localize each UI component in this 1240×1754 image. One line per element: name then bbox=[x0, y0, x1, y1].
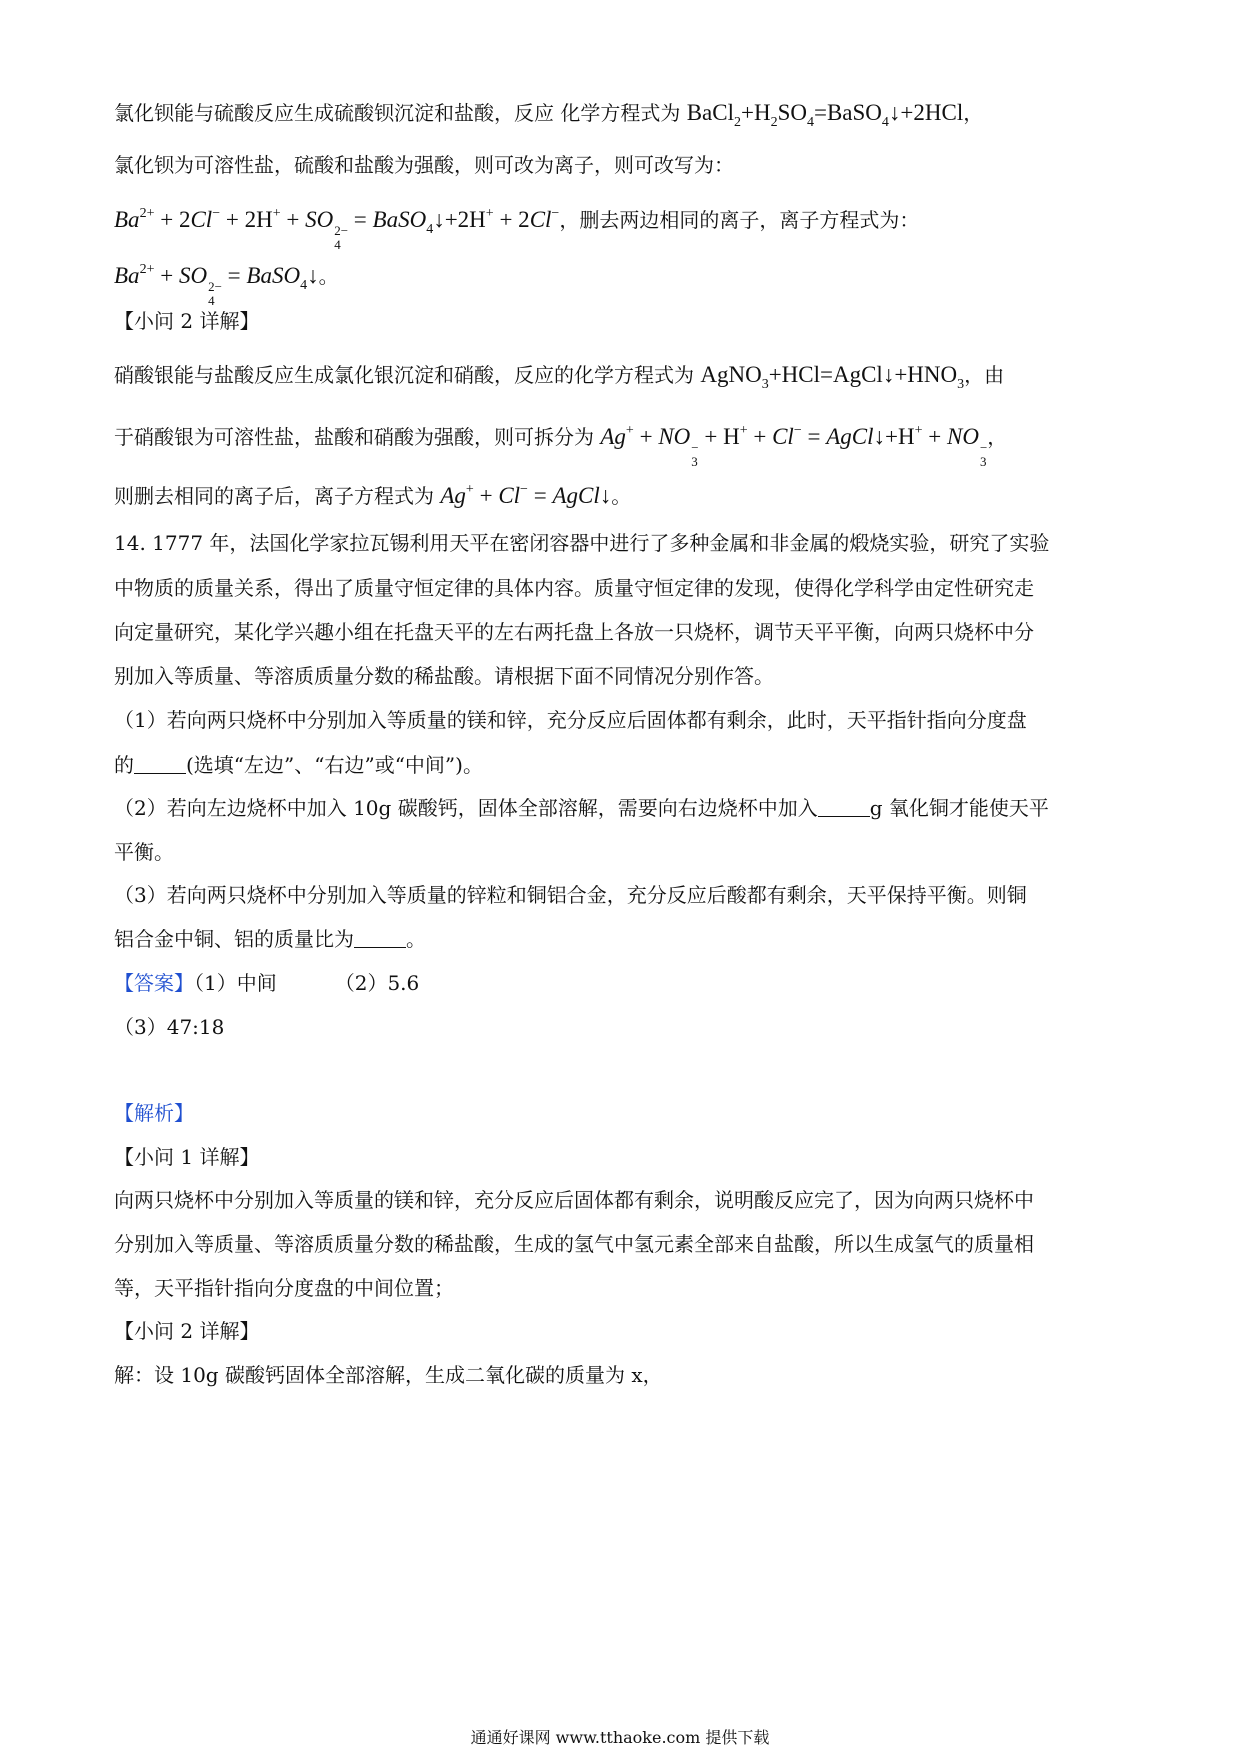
q14-part3-post: 。 bbox=[406, 927, 426, 951]
q14-part3-line-2 bbox=[114, 924, 1128, 954]
text-line-ionic-net bbox=[114, 255, 1128, 308]
text-ionic-net-tail: 。 bbox=[318, 264, 339, 288]
text-line-barium-ionize: 氯化钡为可溶性盐，硫酸和盐酸为强酸，则可改为离子，则可改写为： bbox=[114, 153, 734, 177]
answer-label: 【答案】 bbox=[114, 971, 194, 995]
equation-ionic-net: $Ba^{2+}$ + SO 2− 4 = BaSO$_4$↓ bbox=[114, 262, 319, 308]
text-silver-net-tail: 。 bbox=[611, 484, 632, 508]
text-line-silver-net bbox=[114, 475, 1128, 511]
answer-1: （1）中间 bbox=[194, 971, 277, 995]
q14-part1-line-1: （1）若向两只烧杯中分别加入等质量的镁和锌，充分反应后固体都有剩余，此时，天平指针指向分度盘 bbox=[114, 708, 1027, 732]
page-footer: 通通好课网 www.tthaoke.com 提供下载 bbox=[470, 1728, 770, 1747]
answer-2: （2）5.6 bbox=[334, 971, 420, 995]
answer-blank-2 bbox=[818, 796, 870, 817]
text-silver-ionize: 于硝酸银为可溶性盐，盐酸和硝酸为强酸，则可拆分为 bbox=[114, 425, 594, 449]
q14-part2-line-2: 平衡。 bbox=[114, 840, 174, 864]
text-line-barium-reaction: 氯化钡能与硫酸反应生成硫酸钡沉淀和盐酸，反应 化学方程式为 $BaCl_2+H_2SO_4=BaSO_4↓+2HCl$， bbox=[114, 100, 984, 130]
q14-part2-pre: （2）若向左边烧杯中加入 10g 碳酸钙，固体全部溶解，需要向右边烧杯中加入 bbox=[114, 796, 818, 820]
analysis-label: 【解析】 bbox=[114, 1101, 194, 1125]
text-silver-reaction: 硝酸银能与盐酸反应生成氯化银沉淀和硝酸，反应的化学方程式为 bbox=[114, 363, 694, 387]
equation-agno3-hcl: $AgNO_3+HCl=AgCl↓+HNO_3$ bbox=[700, 362, 965, 392]
q14-part2-post: g 氧化铜才能使天平 bbox=[869, 796, 1049, 820]
text-silver-reaction-tail: ，由 bbox=[964, 363, 1005, 387]
q14-part1-line-2 bbox=[114, 750, 1128, 780]
text-silver-net: 则删去相同的离子后，离子方程式为 bbox=[114, 484, 434, 508]
q14-part3-pre: 铝合金中铜、铝的质量比为 bbox=[114, 927, 354, 951]
equation-ionic-full: $Ba^{2+} + 2Cl^- + 2H^+$ + SO 2− 4 = BaSO$_4$↓+2H+ + 2Cl− bbox=[114, 206, 560, 252]
q14-part3-line-1: （3）若向两只烧杯中分别加入等质量的锌粒和铜铝合金，充分反应后酸都有剩余，天平保持平衡。则铜 bbox=[114, 883, 1027, 907]
text-silver-ionize-tail: ， bbox=[987, 425, 1008, 449]
analysis-sub1-line-1: 向两只烧杯中分别加入等质量的镁和锌，充分反应后固体都有剩余，说明酸反应完了，因为向两只烧杯中 bbox=[114, 1188, 1034, 1212]
text-line-silver-reaction bbox=[114, 360, 1128, 400]
text-line-silver-ionize bbox=[114, 416, 1128, 469]
equation-silver-ionic-net: Ag+ + Cl− = AgCl↓ bbox=[440, 482, 612, 508]
q14-part1-pre: 的 bbox=[114, 753, 134, 777]
analysis-sub1-heading: 【小问 1 详解】 bbox=[114, 1145, 260, 1169]
answer-blank-1 bbox=[134, 753, 186, 774]
analysis-sub1-line-2: 分别加入等质量、等溶质质量分数的稀盐酸，生成的氢气中氢元素全部来自盐酸，所以生成氢气的质量相 bbox=[114, 1232, 1034, 1256]
q14-stem-line-2: 中物质的质量关系，得出了质量守恒定律的具体内容。质量守恒定律的发现，使得化学科学由定性研究走 bbox=[114, 576, 1034, 600]
text-line-ionic-full bbox=[114, 199, 1128, 252]
answer-line-1 bbox=[114, 968, 1128, 998]
analysis-sub2-heading: 【小问 2 详解】 bbox=[114, 1319, 260, 1343]
analysis-sub2-line-1: 解：设 10g 碳酸钙固体全部溶解，生成二氧化碳的质量为 x， bbox=[114, 1363, 663, 1387]
analysis-sub1-line-3: 等，天平指针指向分度盘的中间位置； bbox=[114, 1276, 454, 1300]
heading-sub2-part13: 【小问 2 详解】 bbox=[114, 309, 260, 333]
text-ionic-full-tail: ，删去两边相同的离子，离子方程式为： bbox=[559, 208, 920, 232]
answer-blank-3 bbox=[354, 927, 406, 948]
q14-stem-line-1: 14. 1777 年，法国化学家拉瓦锡利用天平在密闭容器中进行了多种金属和非金属的煅烧实验，研究了实验 bbox=[114, 531, 1050, 555]
q14-part2-line-1 bbox=[114, 793, 1128, 823]
q14-stem-line-4: 别加入等质量、等溶质质量分数的稀盐酸。请根据下面不同情况分别作答。 bbox=[114, 664, 774, 688]
q14-stem-line-3: 向定量研究，某化学兴趣小组在托盘天平的左右两托盘上各放一只烧杯，调节天平平衡，向两只烧杯中分 bbox=[114, 620, 1034, 644]
answer-line-2: （3）47:18 bbox=[114, 1015, 225, 1039]
text-barium-reaction: 氯化钡能与硫酸反应生成硫酸钡沉淀和盐酸，反应 化学方程式为 bbox=[114, 101, 681, 125]
equation-silver-ionic-full: Ag+ + NO − 3 + H+ + Cl− = AgCl↓+H+ + NO − 3 bbox=[600, 423, 988, 469]
equation-bacl2-h2so4: $BaCl_2+H_2SO_4=BaSO_4↓+2HCl$ bbox=[686, 100, 964, 130]
q14-part1-post: (选填“左边”、“右边”或“中间”)。 bbox=[186, 753, 483, 777]
